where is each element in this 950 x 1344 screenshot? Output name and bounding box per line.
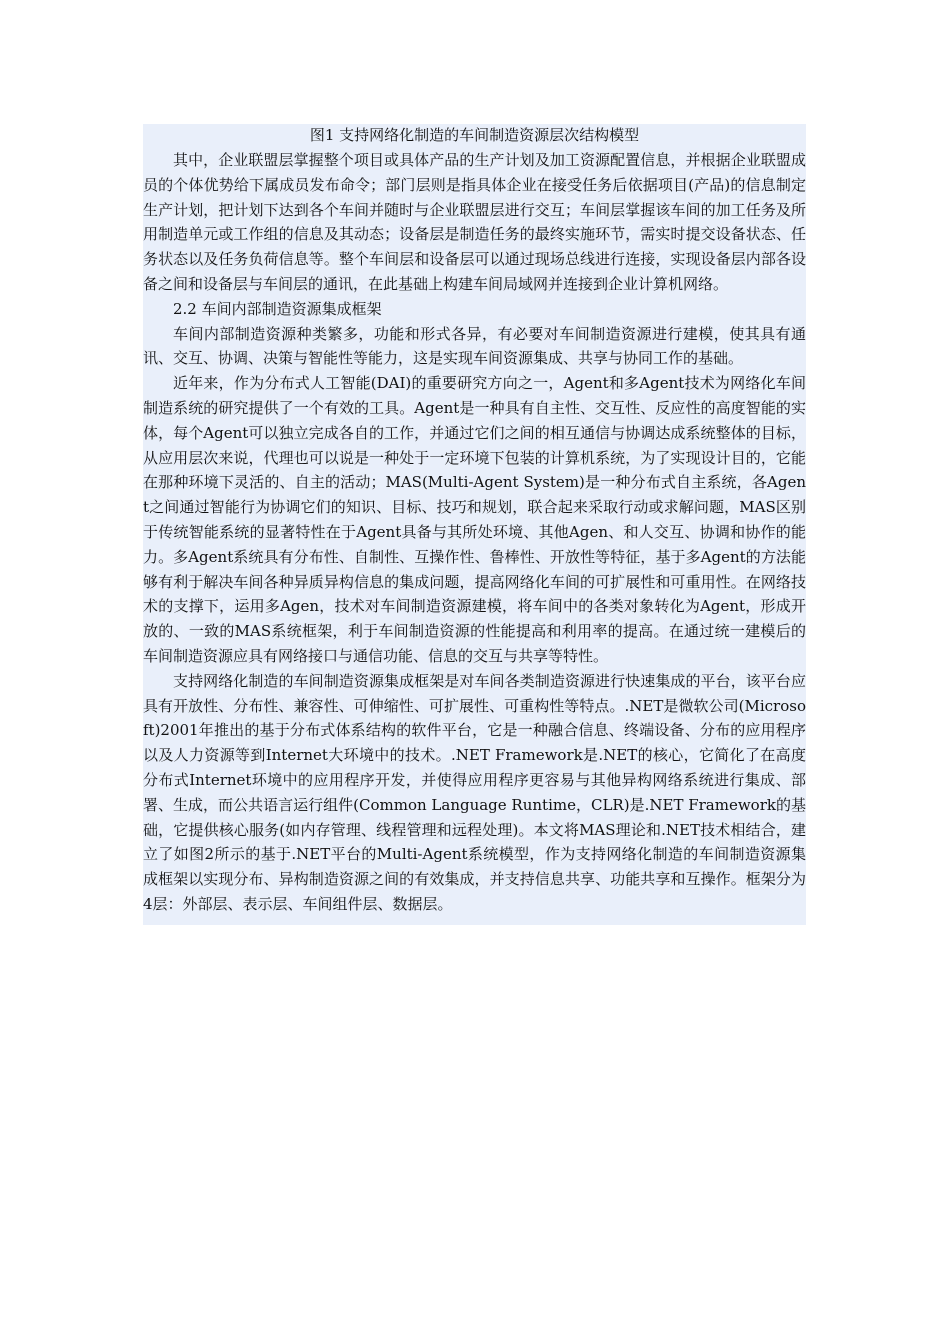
document-text-block [143, 124, 806, 925]
section-heading: 2.2 车间内部制造资源集成框架 [173, 299, 382, 318]
paragraph-hierarchy-description: 其中，企业联盟层掌握整个项目或具体产品的生产计划及加工资源配置信息，并根据企业联盟成员的个体优势给下属成员发布命令；部门层则是指具体企业在接受任务后依据项目(产品)的信息制定生产计划，把计划下达到各个车间并随时与企业联盟层进行交互；车间层掌握该车间的加工任务及所用制造单元或工作组的信息及其动态；设备层是制造任务的最终实施环节，需实时提交设备状态、任务状态以及任务负荷信息等。整个车间层和设备层可以通过现场总线进行连接，实现设备层内部各设备之间和设备层与车间层的通讯，在此基础上构建车间局域网并连接到企业计算机网络。 [143, 151, 806, 293]
paragraph-resource-modeling: 车间内部制造资源种类繁多，功能和形式各异，有必要对车间制造资源进行建模，使其具有通讯、交互、协调、决策与智能性等能力，这是实现车间资源集成、共享与协同工作的基础。 [143, 324, 806, 368]
figure-caption: 图1 支持网络化制造的车间制造资源层次结构模型 [309, 126, 640, 144]
paragraph-integration-framework: 支持网络化制造的车间制造资源集成框架是对车间各类制造资源进行快速集成的平台，该平台应具有开放性、分布性、兼容性、可伸缩性、可扩展性、可重构性等特点。.NET是微软公司(Microsoft)2001年推出的基于分布式体系结构的软件平台，它是一种融合信息、终端设备、分布的应用程序以及人力资源等到Internet大环境中的技术。.NET Framework是.NET的核心，它简化了在高度分布式Internet环境中的应用程序开发，并使得应用程序更容易与其他异构网络系统进行集成、部署、生成，而公共语言运行组件(Common Language Runtime，CLR)是.NET Framework的基础，它提供核心服务(如内存管理、线程管理和远程处理)。本文将MAS理论和.NET技术相结合，建立了如图2所示的基于.NET平台的Multi-Agent系统模型，作为支持网络化制造的车间制造资源集成框架以实现分布、异构制造资源之间的有效集成，并支持信息共享、功能共享和互操作。框架分为4层：外部层、表示层、车间组件层、数据层。 [143, 671, 806, 913]
paragraph-agent-technology: 近年来，作为分布式人工智能(DAI)的重要研究方向之一，Agent和多Agent技术为网络化车间制造系统的研究提供了一个有效的工具。Agent是一种具有自主性、交互性、反应性的高度智能的实体，每个Agent可以独立完成各自的工作，并通过它们之间的相互通信与协调达成系统整体的目标，从应用层次来说，代理也可以说是一种处于一定环境下包装的计算机系统，为了实现设计目的，它能在那种环境下灵活的、自主的活动；MAS(Multi-Agent System)是一种分布式自主系统，各Agent之间通过智能行为协调它们的知识、目标、技巧和规划，联合起来采取行动或求解问题，MAS区别于传统智能系统的显著特性在于Agent具备与其所处环境、其他Agen、和人交互、协调和协作的能力。多Agent系统具有分布性、自制性、互操作性、鲁棒性、开放性等特征，基于多Agent的方法能够有利于解决车间各种异质异构信息的集成问题，提高网络化车间的可扩展性和可重用性。在网络技术的支撑下，运用多Agen，技术对车间制造资源建模，将车间中的各类对象转化为Agent，形成开放的、一致的MAS系统框架，利于车间制造资源的性能提高和利用率的提高。在通过统一建模后的车间制造资源应具有网络接口与通信功能、信息的交互与共享等特性。 [143, 374, 806, 665]
